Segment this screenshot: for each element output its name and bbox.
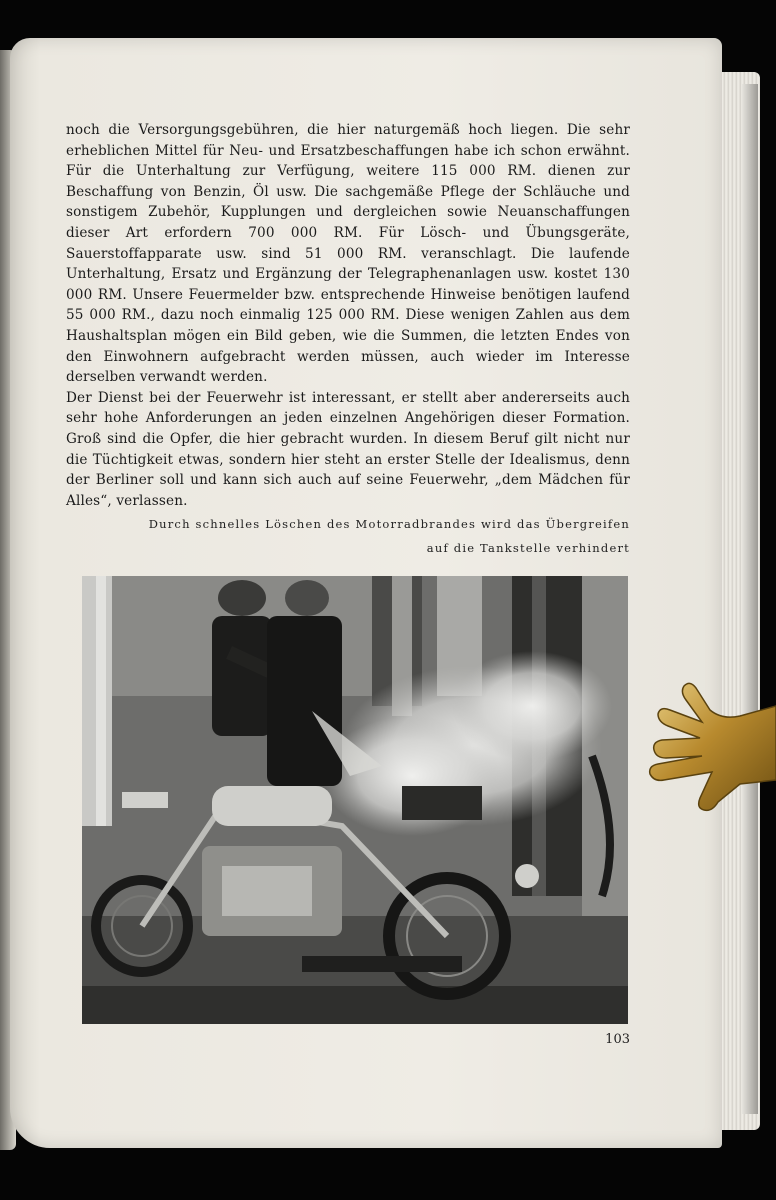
paragraph-1: noch die Versorgungsgebühren, die hier naturgemäß hoch liegen. Die sehr erheblichen Mittel für Neu- und Ersatzbeschaffungen habe ich schon erwähnt. Für die Unterhaltung zur Verfügung, weitere 115 000 RM. dienen zur Beschaffung von Benzin, Öl usw. Die sachgemäße Pflege der Schläuche und sonstigem Zubehör, Kupplungen und dergleichen sowie Neuanschaffungen dieser Art erfordern 700 000 RM. Für Lösch- und Übungsgeräte, Sauerstoffapparate usw. sind 51 000 RM. veranschlagt. Die laufende Unterhaltung, Ersatz und Ergänzung der Telegraphenanlagen usw. kostet 130 000 RM. Unsere Feuermelder bzw. entsprechende Hinweise benötigen laufend 55 000 RM., dazu noch einmalig 125 000 RM. Diese wenigen Zahlen aus dem Haushaltsplan mögen ein Bild geben, wie die Summen, die letzten Endes von den Einwohnern aufgebracht werden müssen, auch wieder im Interesse derselben verwandt werden. [66, 122, 630, 386]
page-stack-edge [742, 84, 758, 1114]
caption-line-1: Durch schnelles Löschen des Motorradbrandes wird das Übergreifen [148, 517, 630, 531]
photo-firefighters-motorcycle [82, 576, 628, 1024]
photo-illustration [82, 576, 628, 1024]
caption-line-2: auf die Tankstelle verhindert [426, 541, 630, 555]
hand-icon [640, 676, 776, 826]
photo-caption [120, 512, 630, 560]
body-text [66, 120, 630, 511]
brass-hand-bookholder [640, 676, 776, 826]
paragraph-2: Der Dienst bei der Feuerwehr ist interessant, er stellt aber andererseits auch sehr hohe Anforderungen an jeden einzelnen Angehörigen dieser Formation. Groß sind die Opfer, die hier gebracht wurden. In diesem Beruf gilt nicht nur die Tüchtigkeit etwas, sondern hier steht an erster Stelle der Idealismus, denn der Berliner soll und kann sich auch auf seine Feuerwehr, „dem Mädchen für Alles“, verlassen. [66, 389, 630, 509]
page-number: 103 [605, 1032, 630, 1047]
